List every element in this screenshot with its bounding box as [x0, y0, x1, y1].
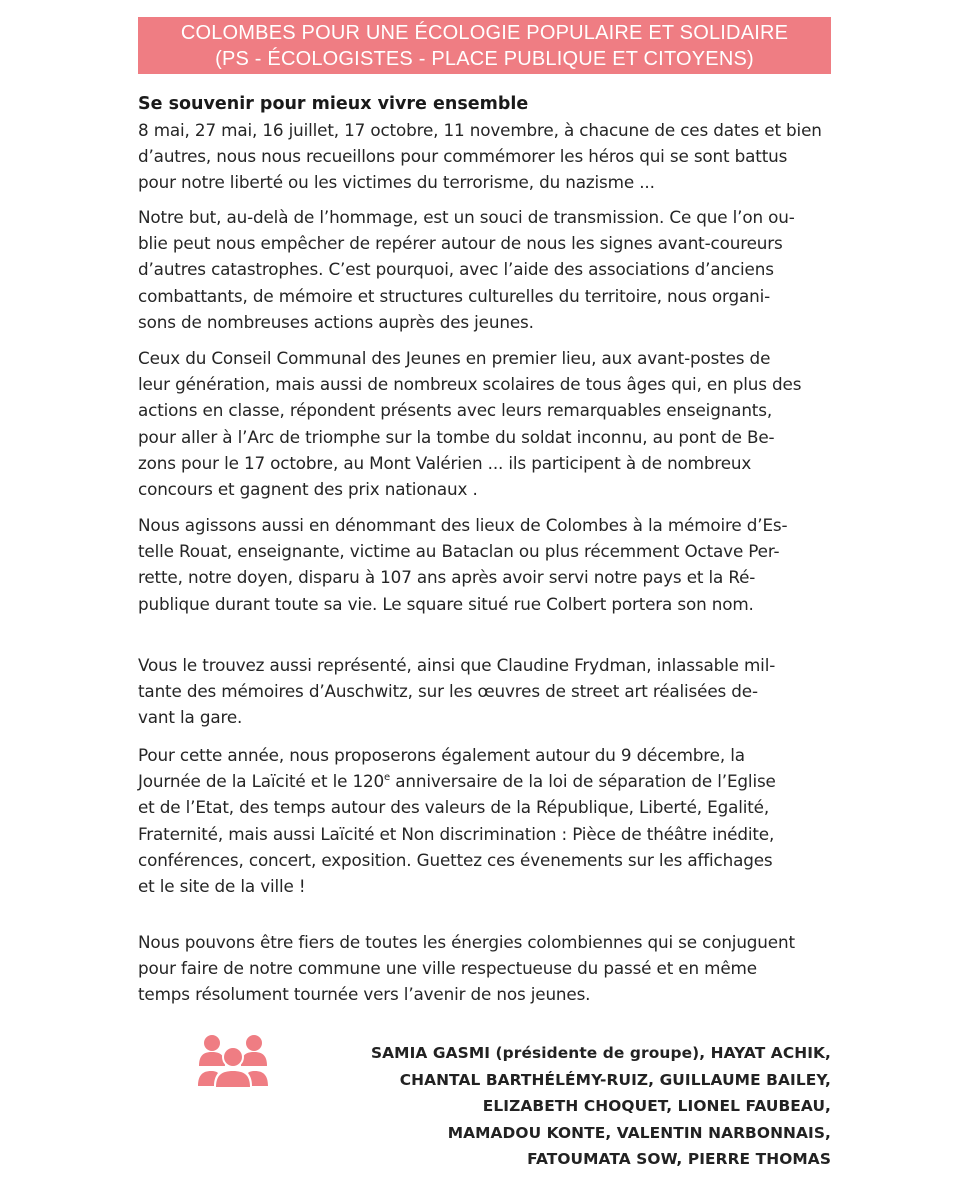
- text-line: pour notre liberté ou les victimes du terrorisme, du nazisme ...: [138, 172, 655, 193]
- signatory-line: FATOUMATA SOW, PIERRE THOMAS: [527, 1150, 831, 1168]
- paragraph-6: [138, 742, 776, 899]
- text-fragment: anniversaire de la loi de séparation de l’Eglise: [390, 771, 776, 792]
- ordinal-superscript: e: [384, 772, 391, 784]
- paragraph-4: [138, 512, 787, 617]
- text-line: Nous pouvons être fiers de toutes les énergies colombiennes qui se conjuguent: [138, 932, 795, 952]
- text-line: zons pour le 17 octobre, au Mont Valérien ... ils participent à de nombreux: [138, 452, 752, 473]
- article-title: Se souvenir pour mieux vivre ensemble: [138, 94, 529, 114]
- text-line: Notre but, au-delà de l’hommage, est un souci de transmission. Ce que l’on ou-: [138, 207, 795, 227]
- group-people-icon: [198, 1033, 268, 1091]
- text-line: telle Rouat, enseignante, victime au Bataclan ou plus récemment Octave Per-: [138, 541, 780, 562]
- text-line: concours et gagnent des prix nationaux .: [138, 479, 478, 500]
- paragraph-2: [138, 204, 795, 335]
- text-line: [138, 768, 776, 794]
- banner-line-1: COLOMBES POUR UNE ÉCOLOGIE POPULAIRE ET SOLIDAIRE: [180, 21, 789, 44]
- banner-line-2: (PS - ÉCOLOGISTES - PLACE PUBLIQUE ET CITOYENS): [215, 47, 754, 70]
- text-line: Vous le trouvez aussi représenté, ainsi que Claudine Frydman, inlassable mil-: [138, 655, 776, 675]
- text-line: Ceux du Conseil Communal des Jeunes en premier lieu, aux avant-postes de: [138, 348, 771, 368]
- text-line: publique durant toute sa vie. Le square situé rue Colbert portera son nom.: [138, 593, 754, 614]
- paragraph-1: [138, 117, 822, 196]
- text-line: pour faire de notre commune une ville respectueuse du passé et en même: [138, 958, 757, 979]
- text-line: tante des mémoires d’Auschwitz, sur les œuvres de street art réalisées de-: [138, 681, 758, 702]
- text-line: actions en classe, répondent présents avec leurs remarquables enseignants,: [138, 400, 773, 421]
- signatory-line: ELIZABETH CHOQUET, LIONEL FAUBEAU,: [482, 1097, 831, 1115]
- paragraph-7: [138, 929, 795, 1008]
- text-line: Fraternité, mais aussi Laïcité et Non discrimination : Pièce de théâtre inédite,: [138, 823, 775, 844]
- signatory-line: CHANTAL BARTHÉLÉMY-RUIZ, GUILLAUME BAILEY,: [399, 1070, 831, 1089]
- text-line: conférences, concert, exposition. Guettez ces évenements sur les affichages: [138, 849, 773, 870]
- signatory-line: SAMIA GASMI (présidente de groupe), HAYAT ACHIK,: [370, 1044, 831, 1062]
- text-fragment: Journée de la Laïcité et le 120: [138, 771, 385, 792]
- text-line: temps résolument tournée vers l’avenir de nos jeunes.: [138, 984, 591, 1005]
- text-line: rette, notre doyen, disparu à 107 ans après avoir servi notre pays et la Ré-: [138, 567, 756, 588]
- text-line: Pour cette année, nous proposerons également autour du 9 décembre, la: [138, 745, 745, 765]
- group-name-banner: [138, 17, 831, 74]
- text-line: blie peut nous empêcher de repérer autour de nous les signes avant-coureurs: [138, 233, 783, 254]
- text-line: combattants, de mémoire et structures culturelles du territoire, nous organi-: [138, 285, 771, 306]
- text-line: Nous agissons aussi en dénommant des lieux de Colombes à la mémoire d’Es-: [138, 515, 788, 535]
- paragraph-3: [138, 345, 801, 502]
- text-line: vant la gare.: [138, 707, 243, 728]
- text-line: et de l’Etat, des temps autour des valeurs de la République, Liberté, Egalité,: [138, 797, 770, 818]
- text-line: pour aller à l’Arc de triomphe sur la tombe du soldat inconnu, au pont de Be-: [138, 426, 775, 447]
- text-line: d’autres, nous nous recueillons pour commémorer les héros qui se sont battus: [138, 146, 788, 167]
- text-line: 8 mai, 27 mai, 16 juillet, 17 octobre, 11 novembre, à chacune de ces dates et bien: [138, 120, 822, 140]
- article: [138, 92, 832, 1005]
- text-line: d’autres catastrophes. C’est pourquoi, avec l’aide des associations d’anciens: [138, 259, 774, 280]
- text-line: leur génération, mais aussi de nombreux scolaires de tous âges qui, en plus des: [138, 374, 802, 395]
- text-line: sons de nombreuses actions auprès des jeunes.: [138, 311, 534, 332]
- text-line: et le site de la ville !: [138, 876, 306, 897]
- signatory-line: MAMADOU KONTE, VALENTIN NARBONNAIS,: [447, 1123, 831, 1142]
- paragraph-5: [138, 652, 775, 731]
- signatories: [371, 1040, 831, 1173]
